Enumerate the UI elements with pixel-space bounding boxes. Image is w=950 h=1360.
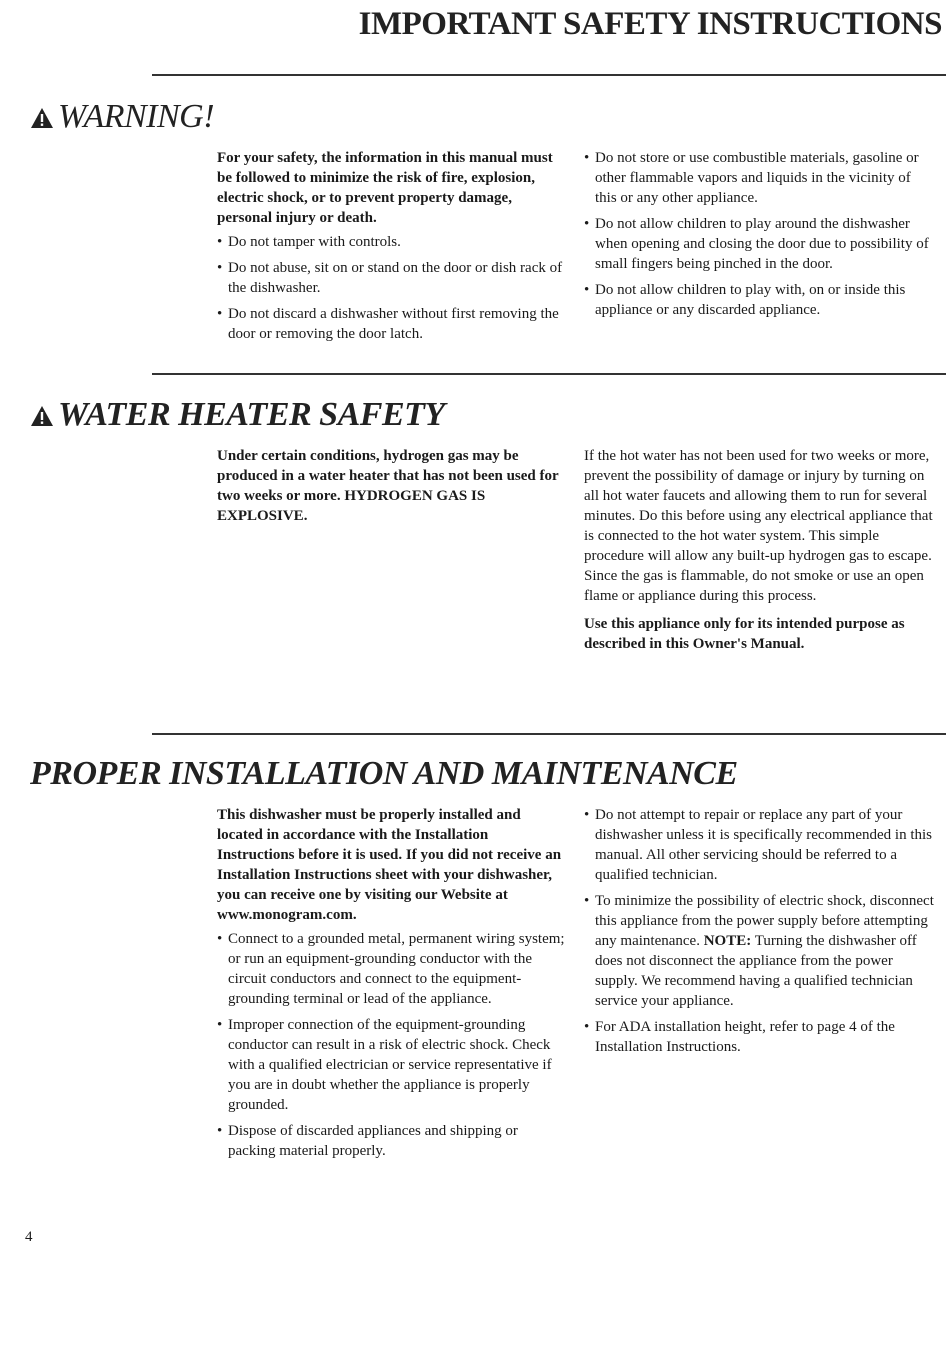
installation-left-column — [217, 805, 567, 1167]
list-item: • Do not store or use combustible materials, gasoline or other flammable vapors and liquids in the vicinity of this or any other appliance. — [584, 148, 934, 208]
note-text: Turning the dishwasher off does not disconnect the appliance from the power supply. We recommend having a qualified technician service your appliance. — [595, 933, 917, 1009]
page-title: IMPORTANT SAFETY INSTRUCTIONS — [358, 6, 942, 42]
warning-triangle-icon — [30, 405, 54, 427]
warning-left-column — [217, 148, 567, 350]
installation-right-list — [584, 805, 934, 1057]
warning-right-column — [584, 148, 934, 326]
list-item: • For ADA installation height, refer to page 4 of the Installation Instructions. — [584, 1017, 934, 1057]
warning-triangle-icon — [30, 107, 54, 129]
list-item: • Do not tamper with controls. — [217, 232, 567, 252]
divider — [152, 74, 946, 76]
water-heater-body: If the hot water has not been used for two weeks or more, prevent the possibility of damage or injury by turning on all hot water faucets and allowing them to run for several minutes. Do this before using any electrical appliance that is connected to the hot water system. This simple procedure will allow any built-up hydrogen gas to escape. Since the gas is flammable, do not smoke or use an open flame or appliance during this process. — [584, 448, 933, 604]
list-item-text: To minimize the possibility of electric shock, disconnect this appliance from the power supply before attempting any maintenance. — [595, 893, 934, 949]
warning-heading — [30, 98, 214, 136]
list-item: • Do not discard a dishwasher without first removing the door or removing the door latch. — [217, 304, 567, 344]
divider — [152, 733, 946, 735]
divider — [152, 373, 946, 375]
installation-right-column — [584, 805, 934, 1063]
water-heater-intro: Under certain conditions, hydrogen gas may be produced in a water heater that has not been used for two weeks or more. HYDROGEN GAS IS EXPLOSIVE. — [217, 448, 559, 524]
list-item: • Improper connection of the equipment-grounding conductor can result in a risk of electric shock. Check with a qualified electrician or service representative if you are in doubt whether the appliance is properly grounded. — [217, 1015, 567, 1115]
water-heater-closing: Use this appliance only for its intended purpose as described in this Owner's Manual. — [584, 616, 905, 652]
list-item: • Connect to a grounded metal, permanent wiring system; or run an equipment-grounding conductor with the circuit conductors and connect to the equipment-grounding terminal or lead of the appliance. — [217, 929, 567, 1009]
installation-left-list — [217, 929, 567, 1161]
water-heater-heading-text: WATER HEATER SAFETY — [58, 396, 445, 433]
list-item: • Do not allow children to play with, on or inside this appliance or any discarded appliance. — [584, 280, 934, 320]
list-item — [584, 891, 934, 1011]
warning-left-list — [217, 232, 567, 344]
installation-intro: This dishwasher must be properly installed and located in accordance with the Installation Instructions before it is used. If you did not receive an Installation Instructions sheet with your dishwasher, you can receive one by visiting our Website at www.monogram.com. — [217, 807, 562, 923]
page-number: 4 — [25, 1229, 33, 1245]
water-heater-heading — [30, 396, 445, 434]
note-label: NOTE: — [703, 933, 752, 949]
list-item: • Do not abuse, sit on or stand on the door or dish rack of the dishwasher. — [217, 258, 567, 298]
list-item: • Do not allow children to play around the dishwasher when opening and closing the door due to possibility of small fingers being pinched in the door. — [584, 214, 934, 274]
water-heater-left-column — [217, 446, 567, 530]
warning-intro: For your safety, the information in this manual must be followed to minimize the risk of fire, explosion, electric shock, or to prevent property damage, personal injury or death. — [217, 150, 553, 226]
list-item: • Dispose of discarded appliances and shipping or packing material properly. — [217, 1121, 567, 1161]
warning-right-list — [584, 148, 934, 320]
installation-heading: PROPER INSTALLATION AND MAINTENANCE — [30, 755, 738, 792]
water-heater-right-column — [584, 446, 934, 658]
list-item: • Do not attempt to repair or replace any part of your dishwasher unless it is specifically recommended in this manual. All other servicing should be referred to a qualified technician. — [584, 805, 934, 885]
warning-heading-text: WARNING! — [58, 98, 215, 135]
